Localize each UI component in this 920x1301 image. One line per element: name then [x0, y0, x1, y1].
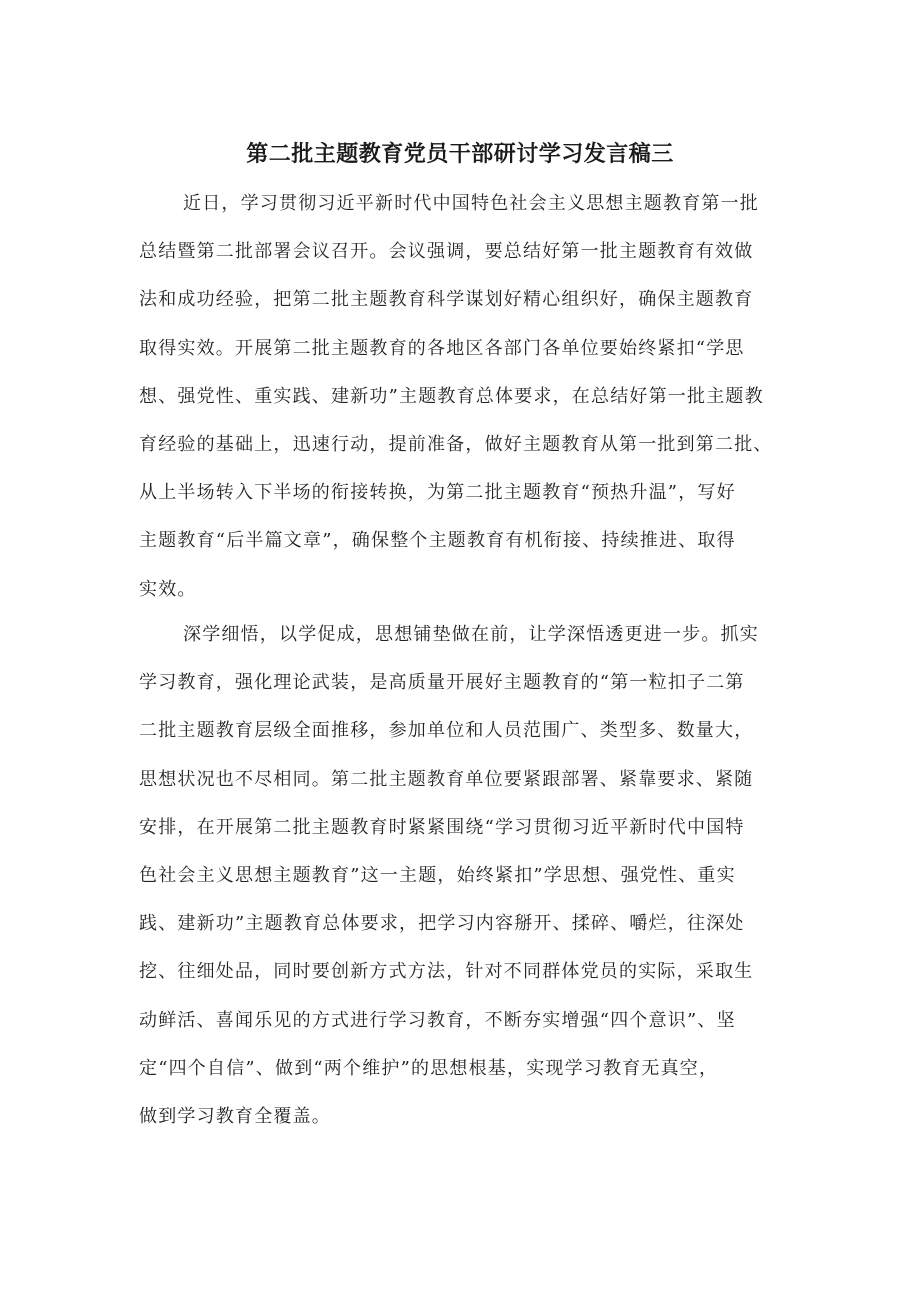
paragraph-line: 动鲜活、喜闻乐见的方式进行学习教育，不断夯实增强“四个意识”、坚: [139, 1009, 736, 1031]
paragraph-line: 色社会主义思想主题教育”这一主题，始终紧扣”学思想、强党性、重实: [139, 864, 736, 886]
paragraph-line: 安排，在开展第二批主题教育时紧紧围绕“学习贯彻习近平新时代中国特: [139, 816, 745, 838]
paragraph-line: 思想状况也不尽相同。第二批主题教育单位要紧跟部署、紧靠要求、紧随: [139, 768, 754, 790]
paragraph-line: 主题教育“后半篇文章”，确保整个主题教育有机衔接、持续推进、取得: [139, 530, 736, 552]
paragraph-line: 深学细悟，以学促成，思想铺垫做在前，让学深悟透更进一步。抓实: [183, 624, 759, 645]
paragraph-line: 想、强党性、重实践、建新功”主题教育总体要求，在总结好第一批主题教: [139, 385, 764, 407]
paragraph-line: 实效。: [139, 578, 197, 600]
paragraph-1: [139, 180, 789, 614]
paragraph-line: 学习教育，强化理论武装，是高质量开展好主题教育的“第一粒扣子二第: [139, 672, 745, 694]
paragraph-line: 法和成功经验，把第二批主题教育科学谋划好精心组织好，确保主题教育: [139, 289, 754, 311]
paragraph-line: 定“四个自信”、做到“两个维护”的思想根基，实现学习教育无真空，: [139, 1057, 719, 1079]
paragraph-line: 取得实效。开展第二批主题教育的各地区各部门各单位要始终紧扣“学思: [139, 337, 745, 359]
document-title: 第二批主题教育党员干部研讨学习发言稿三: [246, 142, 674, 167]
paragraph-line: 育经验的基础上，迅速行动，提前准备，做好主题教育从第一批到第二批、: [139, 433, 773, 455]
paragraph-2: [139, 611, 789, 1141]
paragraph-line: 做到学习教育全覆盖。: [139, 1105, 331, 1127]
paragraph-line: 挖、往细处品，同时要创新方式方法，针对不同群体党员的实际，采取生: [139, 961, 754, 983]
paragraph-line: 总结暨第二批部署会议召开。会议强调，要总结好第一批主题教育有效做: [139, 241, 754, 263]
paragraph-line: 从上半场转入下半场的衔接转换，为第二批主题教育“预热升温”，写好: [139, 482, 736, 504]
paragraph-line: 近日，学习贯彻习近平新时代中国特色社会主义思想主题教育第一批: [183, 193, 759, 214]
paragraph-line: 二批主题教育层级全面推移，参加单位和人员范围广、类型多、数量大，: [139, 720, 754, 742]
paragraph-line: 践、建新功”主题教育总体要求，把学习内容掰开、揉碎、嚼烂，往深处: [139, 913, 745, 935]
